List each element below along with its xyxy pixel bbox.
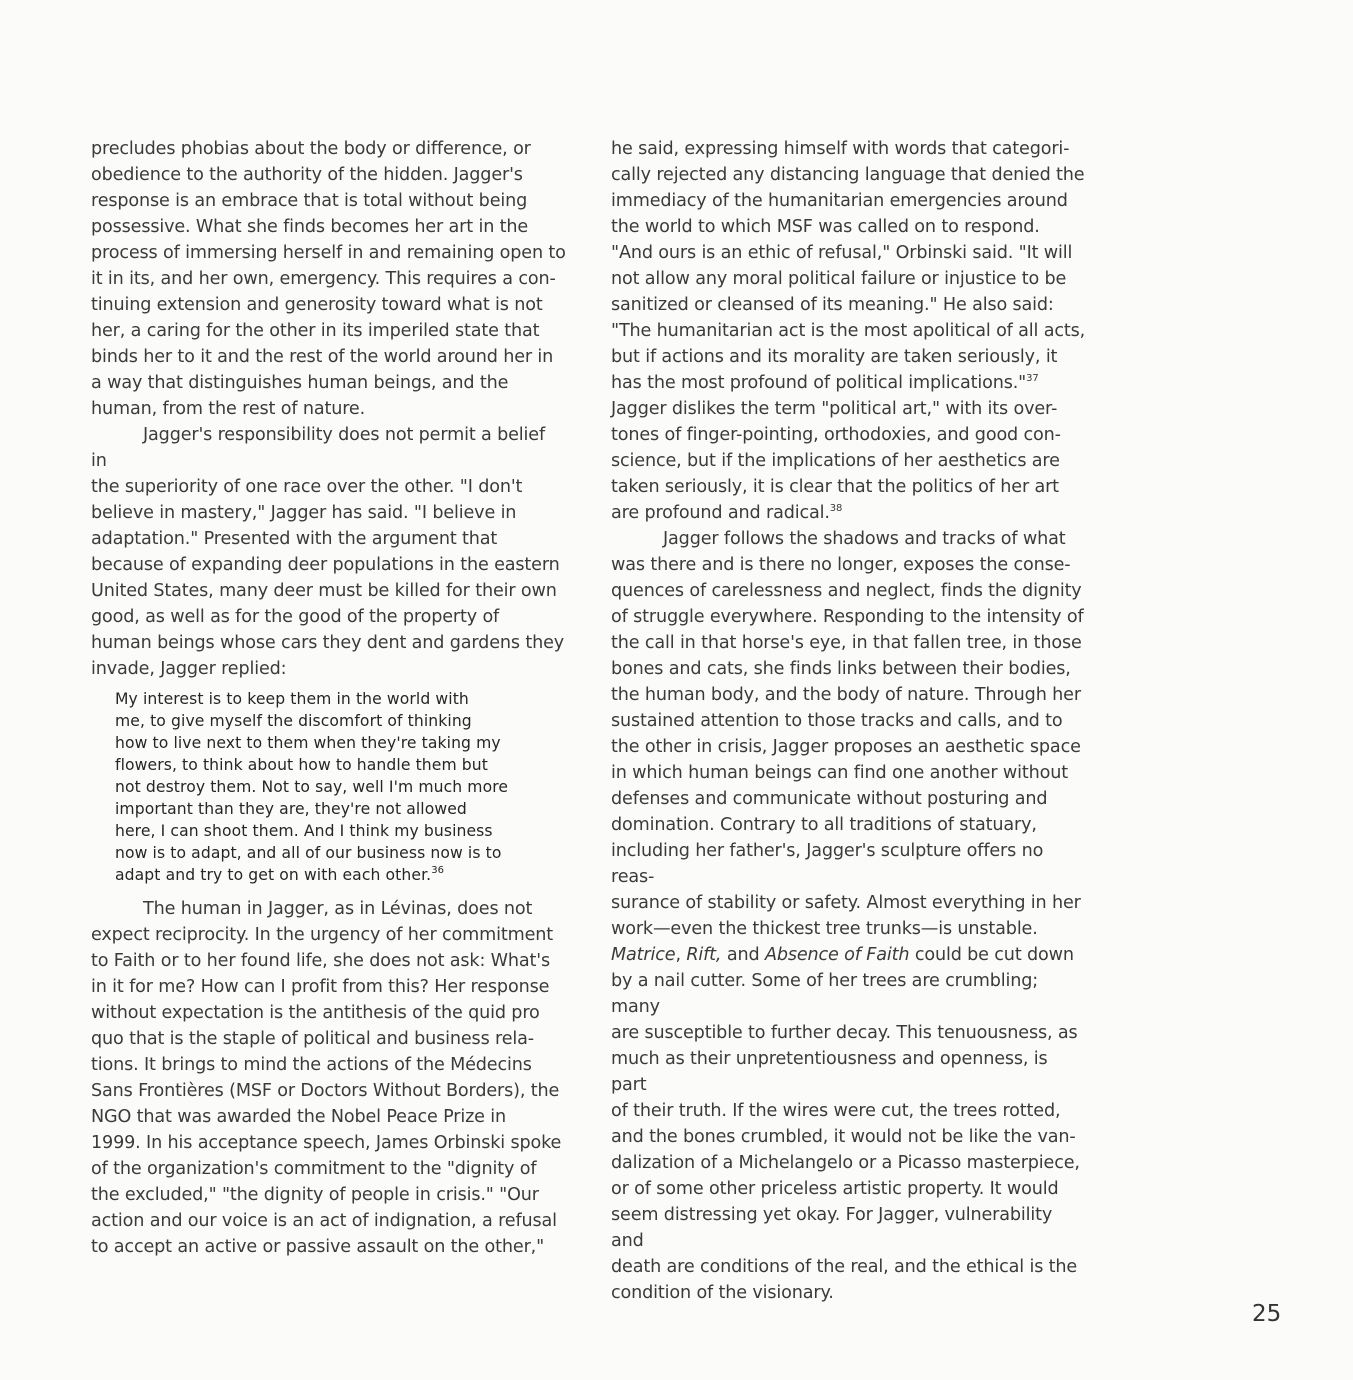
- block-quote-text: My interest is to keep them in the world with me, to give myself the discomfort of thinking how to live next to them when they're taking my flowers, to think about how to handle them but not destroy them. Not to say, well I'm much more important than they are, they're not allowed here, I can shoot them. And I think my business now is to adapt, and all of our business now is to adapt and try to get on with each other.: [115, 690, 509, 884]
- separator: ,: [675, 945, 687, 965]
- footnote-ref: 38: [829, 503, 843, 514]
- page-number: 25: [1252, 1301, 1282, 1327]
- footnote-ref: 37: [1026, 373, 1039, 384]
- right-column: [611, 136, 1086, 1306]
- paragraph-text: Jagger dislikes the term "political art," with its over- tones of finger-pointing, orthodoxies, and good con- science, but if the implications of her aesthetics are taken seriously, it is clear that the politics of her art are profound and radical.: [611, 399, 1061, 523]
- artwork-title: Absence of Faith: [764, 945, 910, 965]
- footnote-ref: 36: [431, 865, 445, 876]
- paragraph-text: could be cut down by a nail cutter. Some of her trees are crumbling; many are susceptible to further decay. This tenuousness, as much as their unpretentiousness and openness, is part of their truth. If the wires were cut, the trees rotted, and the bones crumbled, it would not be like the van- dalization of a Michelangelo or a Picasso masterpiece, or of some other priceless artistic property. It would seem distressing yet okay. For Jagger, vulnerability and death are conditions of the real, and the ethical is the condition of the visionary.: [611, 945, 1080, 1303]
- artwork-title: Matrice: [611, 945, 676, 965]
- artwork-title: Rift,: [686, 945, 722, 965]
- separator: and: [721, 945, 765, 965]
- paragraph: [611, 526, 1086, 1306]
- paragraph: precludes phobias about the body or difference, or obedience to the authority of the hidden. Jagger's response is an embrace that is total without being possessive. What she finds becomes her art in the process of immersing herself in and remaining open to it in its, and her own, emergency. This requires a con- tinuing extension and generosity toward what is not her, a caring for the other in its imperiled state that binds her to it and the rest of the world around her in a way that distinguishes human beings, and the human, from the rest of nature.: [91, 139, 566, 419]
- paragraph-text: Jagger follows the shadows and tracks of what was there and is there no longer, exposes the conse- quences of carelessness and neglect, finds the dignity of struggle everywhere. Responding to the intensity of the call in that horse's eye, in that fallen tree, in those bones and cats, she finds links between their bodies, the human body, and the body of nature. Through her sustained attention to those tracks and calls, and to the other in crisis, Jagger proposes an aesthetic space in which human beings can find one another without defenses and communicate without posturing and domination. Contrary to all traditions of statuary, including her father's, Jagger's sculpture offers no reas- surance of stability or safety. Almost everything in her work—even the thickest tree trunks—is unstable.: [611, 529, 1084, 939]
- left-column: [91, 136, 566, 1260]
- paragraph: [611, 136, 1086, 526]
- block-quote: [115, 688, 566, 886]
- paragraph: Jagger's responsibility does not permit a belief in the superiority of one race over the other. "I don't believe in mastery," Jagger has said. "I believe in adaptation." Presented with the argument that because of expanding deer populations in the eastern United States, many deer must be killed for their own good, as well as for the good of the property of human beings whose cars they dent and gardens they invade, Jagger replied:: [91, 425, 565, 679]
- paragraph-text: he said, expressing himself with words that categori- cally rejected any distancing language that denied the immediacy of the humanitarian emergencies around the world to which MSF was called on to respond. "And ours is an ethic of refusal," Orbinski said. "It will not allow any moral political failure or injustice to be sanitized or cleansed of its meaning." He also said: "The humanitarian act is the most apolitical of all acts, but if actions and its morality are taken seriously, it has the most profound of political implications.": [611, 139, 1086, 393]
- paragraph: The human in Jagger, as in Lévinas, does not expect reciprocity. In the urgency of her commitment to Faith or to her found life, she does not ask: What's in it for me? How can I profit from this? Her response without expectation is the antithesis of the quid pro quo that is the staple of political and business rela- tions. It brings to mind the actions of the Médecins Sans Frontières (MSF or Doctors Without Borders), the NGO that was awarded the Nobel Peace Prize in 1999. In his acceptance speech, James Orbinski spoke of the organization's commitment to the "dignity of the excluded," "the dignity of people in crisis." "Our action and our voice is an act of indignation, a refusal to accept an active or passive assault on the other,": [91, 899, 562, 1257]
